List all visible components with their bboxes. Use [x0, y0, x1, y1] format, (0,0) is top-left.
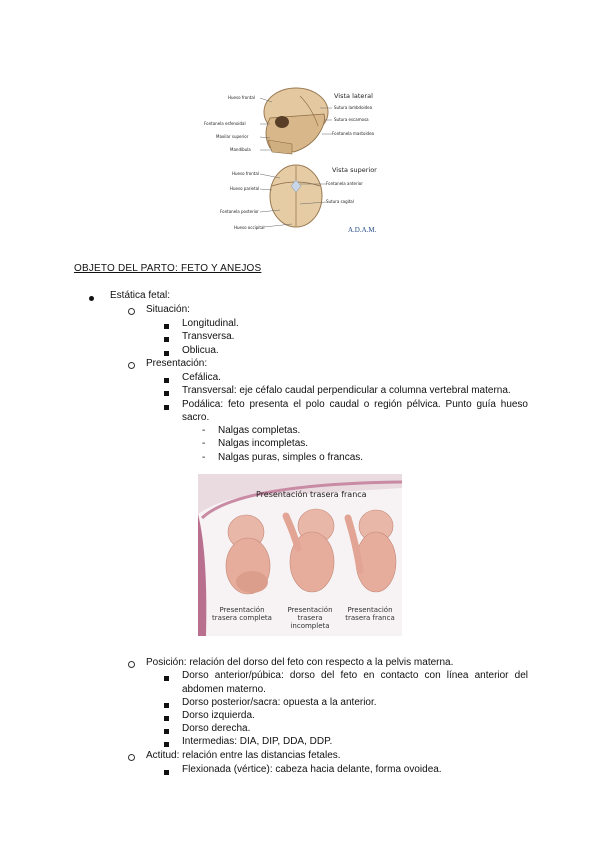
bullet-square: [164, 374, 169, 387]
fetus-drawing-complete: [226, 515, 270, 594]
item-nalgas-incompletas: Nalgas incompletas.: [218, 438, 309, 449]
item-cefalica: Cefálica.: [182, 372, 221, 383]
item-dorso-anterior-line1: Dorso anterior/púbica: dorso del feto en contacto con línea anterior del: [182, 670, 528, 681]
label-fontanela-esfenoidal: Fontanela esfenoidal: [204, 121, 246, 126]
item-dorso-derecha: Dorso derecha.: [182, 723, 251, 734]
item-transversa: Transversa.: [182, 331, 235, 342]
panel-title-superior: Vista superior: [332, 166, 377, 174]
caption-frank-line2: trasera franca: [345, 614, 395, 622]
label-fontanela-anterior: Fontanela anterior: [326, 181, 363, 186]
bullet-square: [164, 672, 169, 685]
caption-complete-line2: trasera completa: [212, 614, 272, 622]
caption-incomplete-line2: trasera: [297, 614, 323, 622]
item-dorso-posterior: Dorso posterior/sacra: opuesta a la anterior.: [182, 697, 377, 708]
bullet-circle: [128, 752, 135, 765]
item-presentacion: Presentación:: [146, 358, 208, 369]
caption-complete-line1: Presentación: [219, 606, 265, 614]
bullet-square: [164, 725, 169, 738]
item-podalica-line1: Podálica: feto presenta el polo caudal o región pélvica. Punto guía hueso: [182, 399, 528, 410]
caption-incomplete-line1: Presentación: [287, 606, 333, 614]
label-hueso-frontal-sup: Hueso frontal: [232, 171, 259, 176]
item-transversal: Transversal: eje céfalo caudal perpendicular a columna vertebral materna.: [182, 385, 511, 396]
bullet-dash: -: [202, 425, 206, 436]
label-hueso-occipital: Hueso occipital: [234, 225, 265, 230]
item-dorso-izquierda: Dorso izquierda.: [182, 710, 255, 721]
label-maxilar-superior: Maxilar superior: [216, 134, 249, 139]
skull-figure: [200, 82, 396, 238]
item-nalgas-completas: Nalgas completas.: [218, 425, 301, 436]
item-actitud: Actitud: relación entre las distancias fetales.: [146, 750, 341, 761]
item-longitudinal: Longitudinal.: [182, 318, 239, 329]
bullet-square: [164, 712, 169, 725]
adam-logo: A.D.A.M.: [348, 226, 377, 234]
item-situacion: Situación:: [146, 304, 190, 315]
bullet-square: [164, 401, 169, 414]
panel-title-lateral: Vista lateral: [334, 92, 373, 100]
item-nalgas-puras: Nalgas puras, simples o francas.: [218, 452, 364, 463]
caption-frank-line1: Presentación: [347, 606, 393, 614]
label-fontanela-posterior: Fontanela posterior: [220, 209, 259, 214]
item-estatica: Estática fetal:: [110, 290, 171, 301]
label-hueso-frontal-lat: Hueso frontal: [228, 95, 255, 100]
fetus-drawing-incomplete: [286, 509, 334, 592]
label-fontanela-mastoidea: Fontanela mastoidea: [332, 131, 374, 136]
bullet-square: [164, 699, 169, 712]
label-mandibula: Mandíbula: [230, 147, 251, 152]
bullet-square: [164, 766, 169, 779]
label-hueso-parietal: Hueso parietal: [230, 186, 260, 191]
bullet-dash: -: [202, 452, 206, 463]
label-sutura-escamosa: Sutura escamosa: [334, 117, 369, 122]
bullet-square: [164, 333, 169, 346]
label-sutura-lambdoidea: Sutura lambdoidea: [334, 105, 373, 110]
item-flexionada: Flexionada (vértice): cabeza hacia delante, forma ovoidea.: [182, 764, 442, 775]
fetus-figure: [198, 474, 402, 636]
bullet-circle: [128, 360, 135, 373]
item-intermedias: Intermedias: DIA, DIP, DDA, DDP.: [182, 736, 333, 747]
section-title: OBJETO DEL PARTO: FETO Y ANEJOS: [74, 263, 262, 274]
bullet-dot: [89, 292, 94, 305]
bullet-circle: [128, 306, 135, 319]
bullet-dash: -: [202, 438, 206, 449]
skull-superior-drawing: [270, 165, 322, 227]
caption-incomplete-line3: incompleta: [290, 622, 330, 630]
fetus-drawing-frank: [348, 510, 396, 592]
fetus-figure-header: Presentación trasera franca: [256, 490, 367, 499]
bullet-square: [164, 320, 169, 333]
bullet-circle: [128, 659, 135, 672]
label-sutura-sagital: Sutura sagital: [326, 199, 354, 204]
item-posicion: Posición: relación del dorso del feto con respecto a la pelvis materna.: [146, 657, 454, 668]
skull-lateral-drawing: [264, 88, 328, 154]
bullet-square: [164, 387, 169, 400]
item-oblicua: Oblicua.: [182, 345, 219, 356]
item-podalica-line2: sacro.: [182, 412, 210, 423]
item-dorso-anterior-line2: abdomen materno.: [182, 684, 266, 695]
